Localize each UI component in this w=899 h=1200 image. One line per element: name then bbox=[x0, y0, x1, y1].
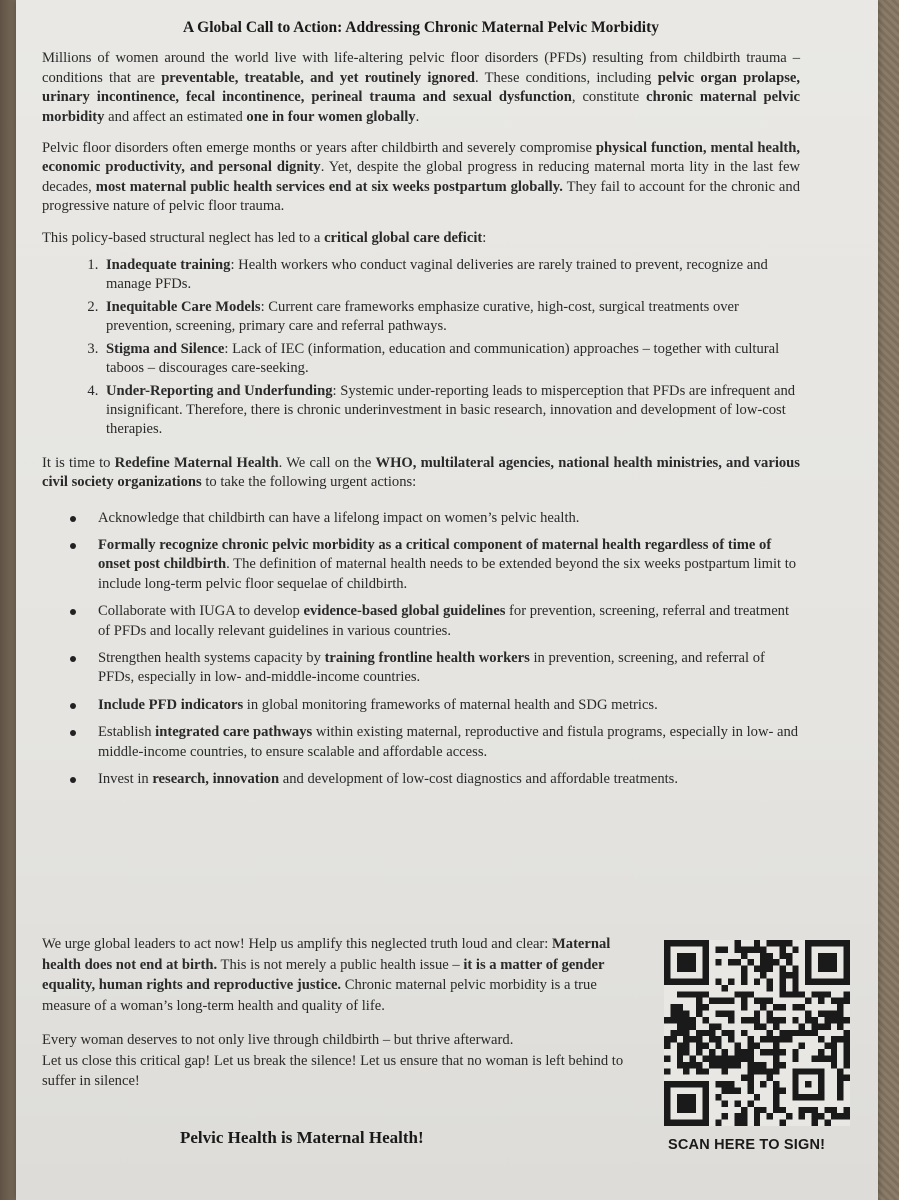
text: Strengthen health systems capacity by bbox=[98, 649, 325, 666]
bullet-icon bbox=[70, 777, 76, 783]
list-item bbox=[98, 602, 800, 641]
text: It is time to bbox=[42, 454, 115, 471]
bold-text: Maternal health does not end at birth. bbox=[42, 936, 611, 973]
bold-text: evidence-based global guidelines bbox=[303, 603, 506, 620]
scan-to-sign-label: SCAN HERE TO SIGN! bbox=[668, 1137, 826, 1153]
bold-text: integrated care pathways bbox=[155, 724, 313, 741]
text: : Health workers who conduct vaginal deliveries are rarely trained to prevent, recognize and manage PFDs. bbox=[106, 257, 768, 293]
list-item bbox=[102, 256, 800, 295]
bold-text: most maternal public health services end at six weeks postpartum globally. bbox=[95, 178, 563, 195]
qr-code-icon[interactable] bbox=[664, 940, 850, 1126]
bold-text: Under-Reporting and Underfunding bbox=[106, 382, 333, 399]
list-item bbox=[98, 509, 800, 528]
text: . The definition of maternal health needs to be extended beyond the six weeks postpartum limit to include long-term pelvic floor sequelae of childbirth. bbox=[98, 556, 797, 592]
call-paragraph bbox=[42, 454, 800, 493]
list-item bbox=[98, 770, 800, 789]
slogan: Pelvic Health is Maternal Health! bbox=[180, 1128, 424, 1147]
list-item bbox=[98, 536, 800, 594]
flyer-page bbox=[16, 0, 878, 1200]
deficit-list bbox=[42, 256, 800, 440]
text: They fail to account for the chronic and progressive nature of pelvic floor trauma. bbox=[42, 178, 801, 215]
text: . We call on the bbox=[278, 454, 376, 471]
deficit-intro bbox=[42, 229, 800, 248]
bold-text: pelvic organ prolapse, urinary incontinence, fecal incontinence, perineal trauma and sexual dysfunction bbox=[42, 69, 800, 106]
text: , constitute bbox=[571, 89, 647, 106]
bullet-icon bbox=[70, 543, 76, 549]
text: Establish bbox=[98, 724, 156, 741]
bold-text: Inadequate training bbox=[106, 257, 231, 274]
text: Chronic maternal pelvic morbidity is a true measure of a woman’s long-term health and quality of life. bbox=[42, 977, 597, 1014]
text: This is not merely a public health issue – bbox=[217, 956, 464, 973]
thrive-paragraph bbox=[42, 1030, 642, 1092]
bold-text: research, innovation bbox=[152, 771, 280, 787]
bullet-icon bbox=[70, 516, 76, 522]
bold-text: chronic maternal pelvic morbidity bbox=[42, 89, 800, 125]
bold-text: Stigma and Silence bbox=[106, 340, 225, 357]
bold-text: Include PFD indicators bbox=[98, 696, 244, 713]
text: : Systemic under-reporting leads to misperception that PFDs are infrequent and insignificant. Therefore, there is chronic underinvestment in basic research, innovation and development of low-cost therapies. bbox=[106, 382, 796, 438]
text: . bbox=[415, 108, 420, 125]
bullet-icon bbox=[70, 703, 76, 709]
list-item bbox=[102, 340, 800, 379]
list-item bbox=[98, 649, 800, 688]
bold-text: preventable, treatable, and yet routinely ignored bbox=[161, 69, 475, 86]
text: : bbox=[482, 229, 487, 246]
text: Invest in bbox=[98, 771, 153, 787]
urge-paragraph bbox=[42, 934, 642, 1016]
closing-section bbox=[42, 934, 642, 1106]
text: within existing maternal, reproductive and fistula programs, especially in low- and middle-income countries, to ensure scalable and affordable access. bbox=[98, 724, 799, 760]
text: in prevention, screening, and referral of PFDs, especially in low- and-middle-income countries. bbox=[98, 649, 765, 686]
list-item bbox=[102, 382, 800, 440]
text: Acknowledge that childbirth can have a lifelong impact on women’s pelvic health. bbox=[98, 509, 580, 526]
bullet-icon bbox=[70, 609, 76, 615]
action-list bbox=[42, 509, 800, 790]
intro-paragraph bbox=[42, 49, 800, 127]
text: and affect an estimated bbox=[104, 108, 247, 125]
bold-text: Redefine Maternal Health bbox=[114, 454, 279, 471]
page-title: A Global Call to Action: Addressing Chronic Maternal Pelvic Morbidity bbox=[182, 19, 660, 36]
text: Every woman deserves to not only live through childbirth – but thrive afterward. bbox=[42, 1032, 514, 1048]
text: in global monitoring frameworks of maternal health and SDG metrics. bbox=[243, 696, 658, 713]
text: This policy-based structural neglect has led to a bbox=[42, 229, 325, 246]
bold-text: WHO, multilateral agencies, national health ministries, and various civil society organizations bbox=[42, 454, 800, 491]
bold-text: critical global care deficit bbox=[324, 229, 483, 246]
bullet-icon bbox=[70, 656, 76, 662]
text: . Yet, despite the global progress in reducing maternal morta lity in the last few decades, bbox=[42, 159, 800, 195]
text: Collaborate with IUGA to develop bbox=[98, 603, 304, 620]
text: to take the following urgent actions: bbox=[201, 474, 417, 491]
bold-text: Formally recognize chronic pelvic morbidity as a critical component of maternal health regardless of time of onset post childbirth bbox=[98, 536, 772, 573]
flyer-body bbox=[42, 18, 800, 803]
bullet-icon bbox=[70, 730, 76, 736]
text: for prevention, screening, referral and treatment of PFDs and locally relevant guidelines in various countries. bbox=[98, 603, 790, 639]
list-item bbox=[102, 298, 800, 337]
bold-text: training frontline health workers bbox=[324, 649, 530, 666]
text: Millions of women around the world live with life-altering pelvic floor disorders (PFDs) resulting from childbirth trauma – conditions that are bbox=[42, 50, 800, 86]
bold-text: one in four women globally bbox=[246, 108, 416, 125]
text: and development of low-cost diagnostics and affordable treatments. bbox=[279, 771, 679, 787]
list-item bbox=[98, 723, 800, 762]
text: : Lack of IEC (information, education and communication) approaches – together with cultural taboos – discourages care-seeking. bbox=[106, 340, 780, 377]
bold-text: Inequitable Care Models bbox=[106, 298, 261, 315]
text: Pelvic floor disorders often emerge months or years after childbirth and severely compromise bbox=[42, 140, 596, 157]
text: We urge global leaders to act now! Help us amplify this neglected truth loud and clear: bbox=[42, 936, 552, 952]
text: . These conditions, including bbox=[474, 69, 658, 86]
bold-text: physical function, mental health, economic productivity, and personal dignity bbox=[42, 140, 800, 176]
bold-text: it is a matter of gender equality, human rights and reproductive justice. bbox=[42, 956, 605, 993]
list-item bbox=[98, 696, 800, 715]
text: Let us close this critical gap! Let us break the silence! Let us ensure that no woman is left behind to suffer in silence! bbox=[42, 1052, 624, 1089]
onset-paragraph bbox=[42, 139, 800, 217]
text: : Current care frameworks emphasize curative, high-cost, surgical treatments over prevention, screening, primary care and referral pathways. bbox=[106, 298, 739, 335]
